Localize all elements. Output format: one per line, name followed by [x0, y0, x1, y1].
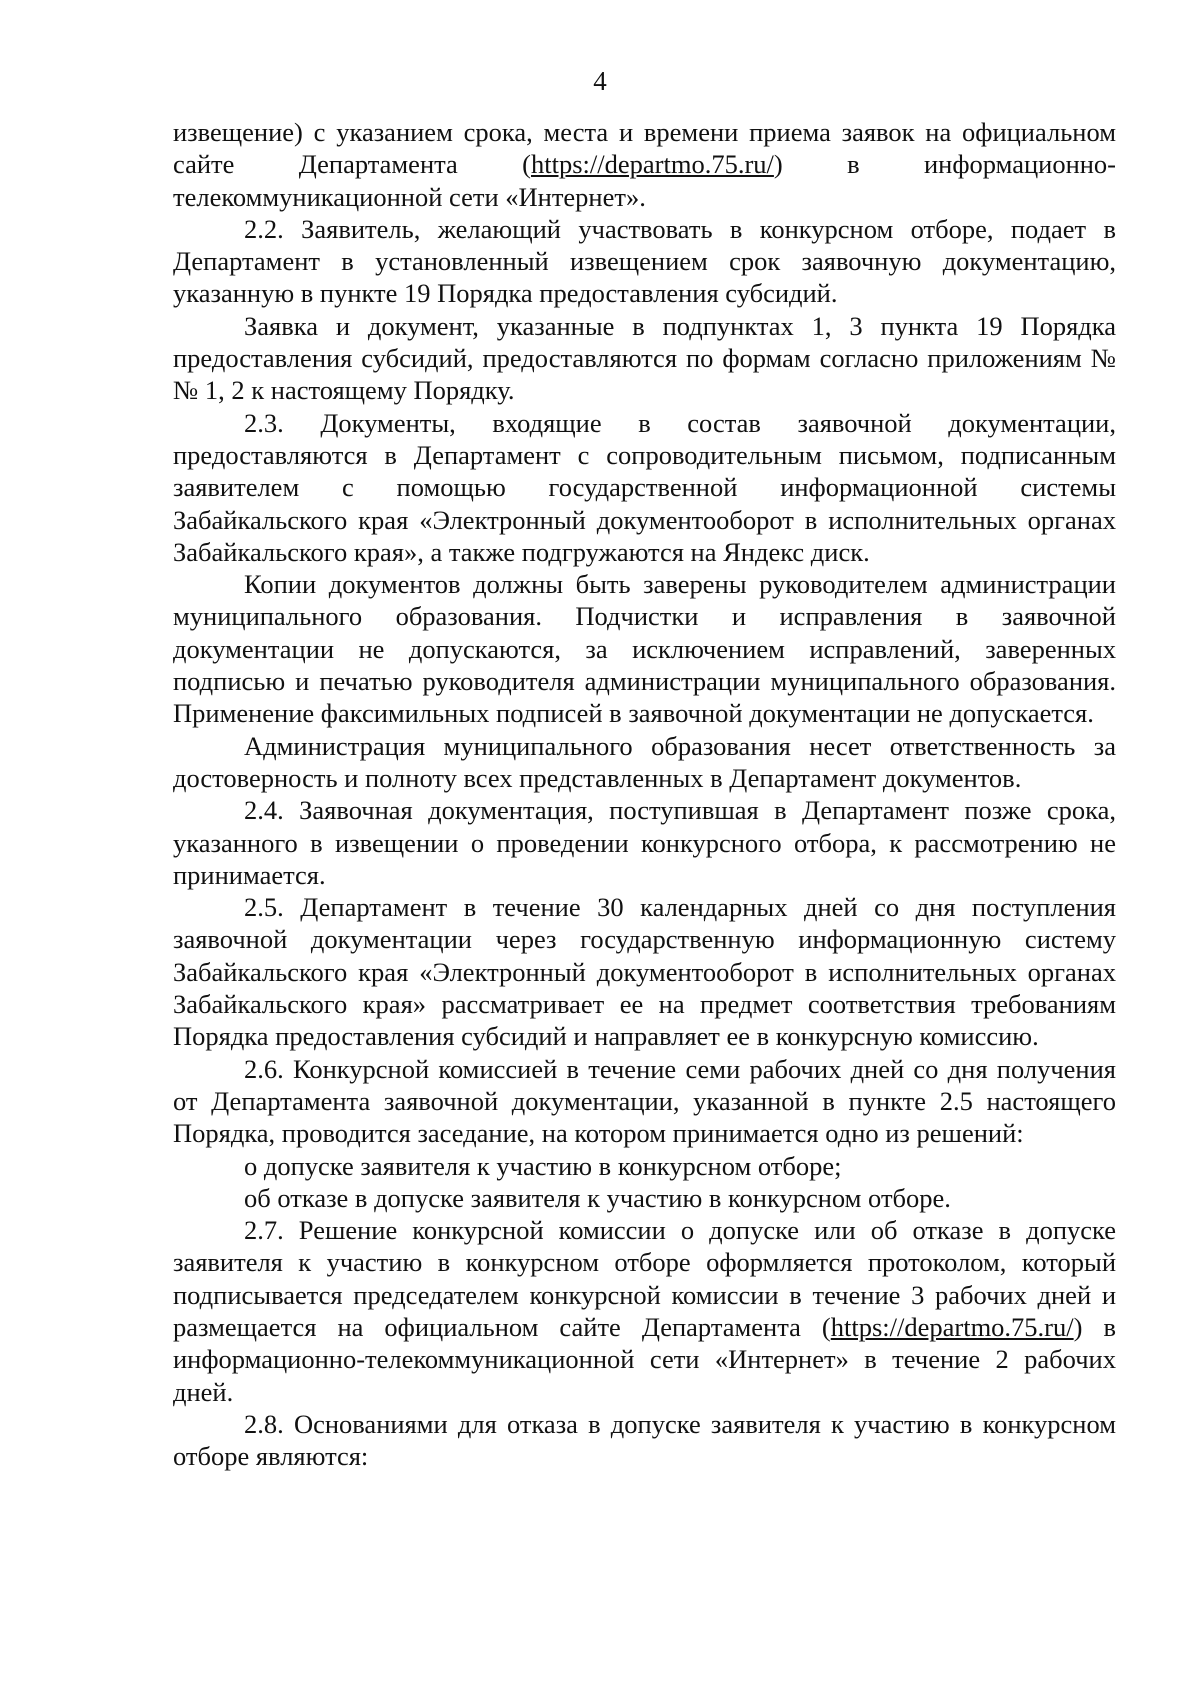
paragraph: [173, 213, 1116, 310]
paragraph: [173, 1150, 1116, 1182]
paragraph-text: ) в информационно-телекоммуникационной сети «Интернет».: [173, 149, 1117, 212]
paragraph-text: Заявка и документ, указанные в подпунктах 1, 3 пункта 19 Порядка предоставления субсидий, предоставляются по формам согласно приложениям №№ 1, 2 к настоящему Порядку.: [173, 310, 1116, 406]
paragraph-text: ) в информационно-телекоммуникационной сети «Интернет» в течение 2 рабочих дней.: [173, 1311, 1116, 1407]
paragraph-text: 2.2. Заявитель, желающий участвовать в конкурсном отборе, подает в Департамент в установленный извещением срок заявочную документацию, указанную в пункте 19 Порядка предоставления субсидий.: [173, 213, 1116, 309]
paragraph-text: 2.3. Документы, входящие в состав заявочной документации, предоставляются в Департамент с сопроводительным письмом, подписанным заявителем с помощью государственной информационной системы Забайкальского края «Электронный документооборот в исполнительных органах Забайкальского края», а также подгружаются на Яндекс диск.: [173, 407, 1116, 567]
paragraph: [173, 310, 1116, 407]
paragraph-text: 2.7. Решение конкурсной комиссии о допуске или об отказе в допуске заявителя к участию в конкурсном отборе оформляется протоколом, который подписывается председателем конкурсной комиссии в течение 3 рабочих дней и размещается на официальном сайте Департамента (: [173, 1215, 1116, 1342]
paragraph: [173, 1408, 1116, 1473]
paragraph: [173, 1182, 1116, 1214]
paragraph-text: 2.8. Основаниями для отказа в допуске заявителя к участию в конкурсном отборе являются:: [173, 1408, 1116, 1472]
website-link: https://departmo.75.ru/: [531, 149, 774, 180]
paragraph: [173, 794, 1116, 891]
website-link: https://departmo.75.ru/: [830, 1311, 1074, 1342]
paragraph-text: извещение) с указанием срока, места и времени приема заявок на официальном сайте Департамента (: [173, 117, 1116, 180]
paragraph: [173, 891, 1116, 1052]
document-body: [173, 116, 1116, 1472]
paragraph: [173, 730, 1116, 795]
paragraph: [173, 407, 1116, 568]
paragraph-text: Администрация муниципального образования несет ответственность за достоверность и полноту всех представленных в Департамент документов.: [173, 730, 1116, 793]
page-number: 4: [593, 66, 607, 96]
paragraph-text: о допуске заявителя к участию в конкурсном отборе;: [244, 1150, 842, 1181]
paragraph-text: 2.4. Заявочная документация, поступившая в Департамент позже срока, указанного в извещении о проведении конкурсного отбора, к рассмотрению не принимается.: [173, 795, 1116, 890]
paragraph-text: Копии документов должны быть заверены руководителем администрации муниципального образования. Подчистки и исправления в заявочной документации не допускаются, за исключением исправлений, заверенных подписью и печатью руководителя администрации муниципального образования. Применение факсимильных подписей в заявочной документации не допускается.: [173, 569, 1116, 729]
paragraph-text: об отказе в допуске заявителя к участию в конкурсном отборе.: [244, 1182, 951, 1213]
paragraph-text: 2.5. Департамент в течение 30 календарных дней со дня поступления заявочной документации через государственную информационную систему Забайкальского края «Электронный документооборот в исполнительных органах Забайкальского края» рассматривает ее на предмет соответствия требованиям Порядка предоставления субсидий и направляет ее в конкурсную комиссию.: [173, 892, 1116, 1052]
paragraph: [173, 116, 1116, 213]
paragraph-text: 2.6. Конкурсной комиссией в течение семи рабочих дней со дня получения от Департамента заявочной документации, указанной в пункте 2.5 настоящего Порядка, проводится заседание, на котором принимается одно из решений:: [173, 1053, 1116, 1149]
paragraph: [173, 1053, 1116, 1150]
paragraph: [173, 568, 1116, 729]
paragraph: [173, 1214, 1116, 1408]
